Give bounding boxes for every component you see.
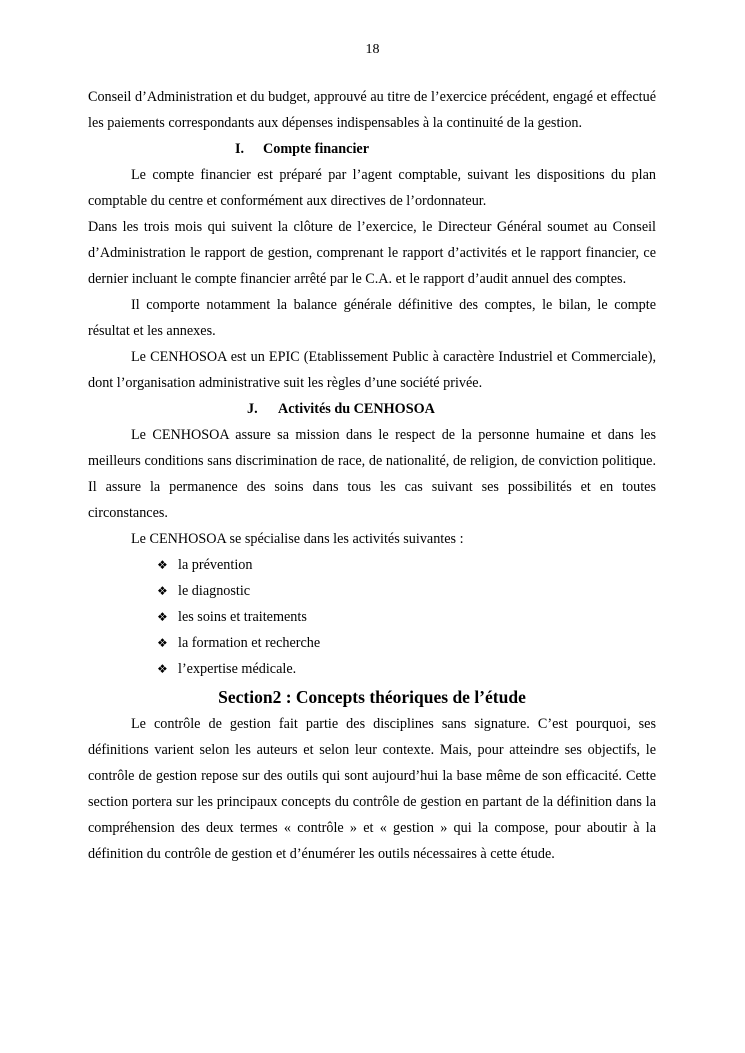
heading-number: I.: [235, 141, 245, 157]
list-item-text: la prévention: [178, 557, 253, 573]
paragraph-balance-generale: Il comporte notamment la balance générale définitive des comptes, le bilan, le compte résultat et les annexes.: [88, 297, 656, 339]
paragraph-budget-continuation: Conseil d’Administration et du budget, approuvé au titre de l’exercice précédent, engagé et effectué les paiements correspondants aux dépenses indispensables à la continuité de la gestion.: [88, 89, 656, 131]
list-item-text: la formation et recherche: [178, 635, 321, 651]
list-item-text: l’expertise médicale.: [178, 661, 297, 677]
diamond-bullet-icon: ❖: [157, 662, 168, 676]
page-number: 18: [365, 42, 380, 57]
heading-title: Compte financier: [263, 141, 369, 157]
list-item: [157, 630, 656, 656]
section-title: Section2 : Concepts théoriques de l’étude: [218, 687, 526, 707]
paragraph-epic: Le CENHOSOA est un EPIC (Etablissement Public à caractère Industriel et Commerciale), dont l’organisation administrative suit les règles d’une société privée.: [88, 349, 656, 391]
paragraph-rapport-gestion: Dans les trois mois qui suivent la clôture de l’exercice, le Directeur Général soumet au Conseil d’Administration le rapport de gestion, comprenant le rapport d’activités et le rapport financier, ce dernier incluant le compte financier arrêté par le C.A. et le rapport d’audit annuel des comptes.: [88, 219, 656, 287]
heading-compte-financier: [88, 136, 656, 162]
list-item: [157, 552, 656, 578]
page-content: [88, 84, 656, 867]
heading-activites: [88, 396, 656, 422]
paragraph-compte-financier: Le compte financier est préparé par l’agent comptable, suivant les dispositions du plan comptable du centre et conformément aux directives de l’ordonnateur.: [88, 167, 656, 209]
paragraph-specialisation: Le CENHOSOA se spécialise dans les activités suivantes :: [131, 531, 464, 547]
diamond-bullet-icon: ❖: [157, 558, 168, 572]
paragraph-mission: Le CENHOSOA assure sa mission dans le respect de la personne humaine et dans les meilleurs conditions sans discrimination de race, de nationalité, de religion, de conviction politique. Il assure la permanence des soins dans tous les cas suivant ses possibilités et en toutes circonstances.: [88, 427, 656, 521]
diamond-bullet-icon: ❖: [157, 584, 168, 598]
heading-title: Activités du CENHOSOA: [278, 401, 435, 417]
heading-number: J.: [247, 401, 258, 417]
list-item: [157, 578, 656, 604]
list-item-text: les soins et traitements: [178, 609, 307, 625]
diamond-bullet-icon: ❖: [157, 610, 168, 624]
activities-list: [88, 552, 656, 682]
list-item: [157, 604, 656, 630]
paragraph-controle-gestion: Le contrôle de gestion fait partie des disciplines sans signature. C’est pourquoi, ses définitions varient selon les auteurs et selon leur contexte. Mais, pour atteindre ses objectifs, le contrôle de gestion repose sur des outils qui sont aujourd’hui la base même de son efficacité. Cette section portera sur les principaux concepts du contrôle de gestion en partant de la définition dans la compréhension des deux termes « contrôle » et « gestion » qui la compose, pour aboutir à la définition du contrôle de gestion et d’énumérer les outils nécessaires à cette étude.: [88, 716, 656, 862]
list-item-text: le diagnostic: [178, 583, 251, 599]
list-item: [157, 656, 656, 682]
diamond-bullet-icon: ❖: [157, 636, 168, 650]
